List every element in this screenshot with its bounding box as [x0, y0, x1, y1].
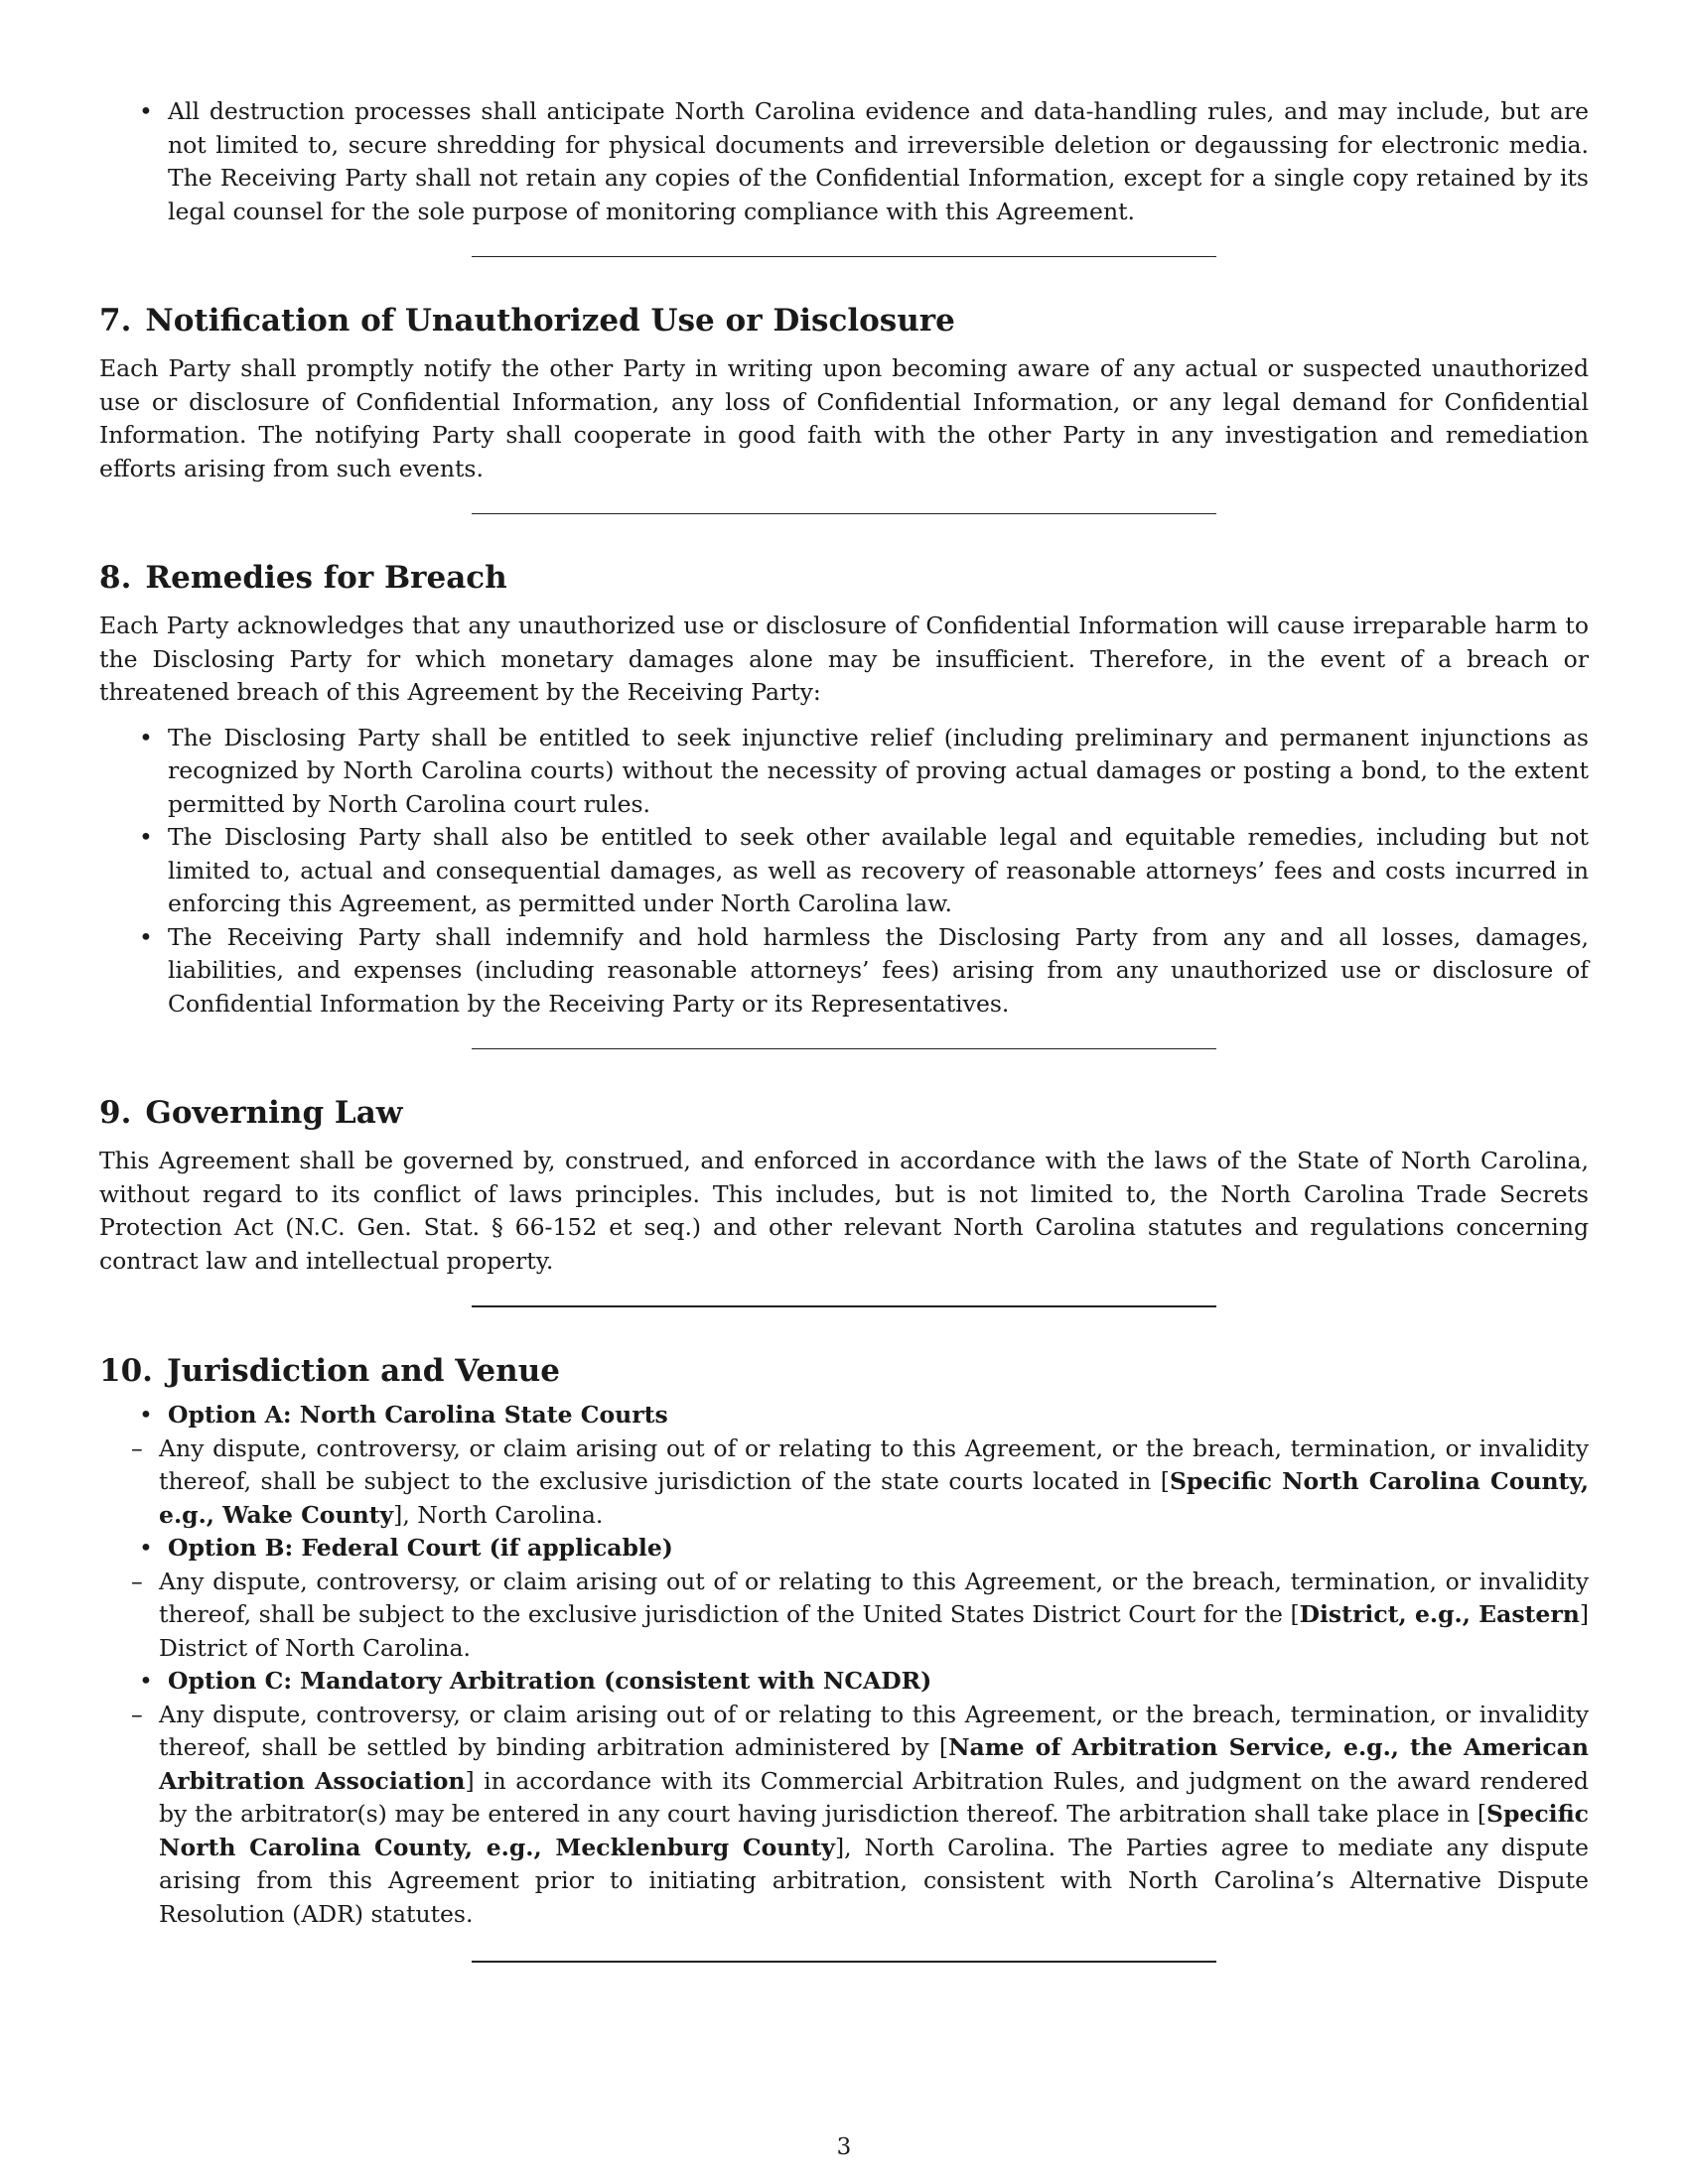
text-run: ] in accordance with its Commercial Arbitration Rules, and judgment on the award rendered by the arbitrator(s) may be entered in any court having jurisdiction thereof. The arbitration shall take place in [	[159, 1766, 1589, 1828]
section-number: 10.	[99, 1353, 153, 1389]
section-7-body: Each Party shall promptly notify the other Party in writing upon becoming aware of any actual or suspected unauthorized use or disclosure of Confidential Information, any loss of Confidential Information, or any legal demand for Confidential Information. The notifying Party shall cooperate in good faith with the other Party in any investigation and remediation efforts arising from such events.	[99, 354, 1589, 482]
section-number: 9.	[99, 1095, 132, 1131]
option-a-sublist	[99, 1433, 1589, 1533]
section-8-body: Each Party acknowledges that any unauthorized use or disclosure of Confidential Information will cause irreparable harm to the Disclosing Party for which monetary damages alone may be insufficient. Therefore, in the event of a breach or threatened breach of this Agreement by the Receiving Party:	[99, 612, 1589, 706]
section-title: Jurisdiction and Venue	[166, 1353, 560, 1389]
placeholder-arbitration-service: Name of Arbitration Service, e.g., the American Arbitration Association	[159, 1733, 1589, 1795]
option-c-sublist	[99, 1699, 1589, 1932]
option-a-item	[99, 1399, 1589, 1532]
text-run: Any dispute, controversy, or claim arising out of or relating to this Agreement, or the breach, termination, or invalidity thereof, shall be settled by binding arbitration administered by [	[159, 1700, 1589, 1761]
remedies-list	[99, 722, 1589, 1022]
list-item: • The Receiving Party shall indemnify and hold harmless the Disclosing Party from any and all losses, damages, liabilities, and expenses (including reasonable attorneys’ fees) arising from any unauthorized use or disclosure of Confidential Information by the Receiving Party or its Representatives.	[99, 921, 1589, 1022]
section-title: Remedies for Breach	[145, 560, 507, 596]
section-number: 7.	[99, 303, 132, 339]
text-run: ] District of North Carolina.	[159, 1600, 1589, 1662]
destruction-bullet: • All destruction processes shall anticipate North Carolina evidence and data-handling rules, and may include, but are not limited to, secure shredding for physical documents and irreversible deletion or degaussing for electronic media. The Receiving Party shall not retain any copies of the Confidential Information, except for a single copy retained by its legal counsel for the sole purpose of monitoring compliance with this Agreement.	[99, 95, 1589, 228]
section-8-heading	[99, 558, 1589, 598]
option-b-item	[99, 1532, 1589, 1665]
destruction-list	[99, 95, 1589, 228]
section-divider	[472, 1048, 1216, 1049]
section-divider	[472, 1961, 1216, 1963]
option-c-text	[99, 1699, 1589, 1932]
list-item: • The Disclosing Party shall be entitled to seek injunctive relief (including preliminary and permanent injunctions as recognized by North Carolina courts) without the necessity of proving actual damages or posting a bond, to the extent permitted by North Carolina court rules.	[99, 722, 1589, 822]
section-number: 8.	[99, 560, 132, 596]
text-run: Any dispute, controversy, or claim arising out of or relating to this Agreement, or the breach, termination, or invalidity thereof, shall be subject to the exclusive jurisdiction of the United States District Court for the [	[159, 1567, 1589, 1628]
option-a-label: Option A: North Carolina State Courts	[168, 1401, 668, 1429]
option-c-label: Option C: Mandatory Arbitration (consistent with NCADR)	[168, 1667, 932, 1695]
document-page	[99, 95, 1589, 1963]
placeholder-county: Specific North Carolina County, e.g., Wake County	[159, 1467, 1589, 1529]
placeholder-county: Specific North Carolina County, e.g., Mecklenburg County	[159, 1800, 1589, 1861]
section-9-heading	[99, 1093, 1589, 1133]
option-b-sublist	[99, 1566, 1589, 1666]
list-item: • The Disclosing Party shall also be entitled to seek other available legal and equitable remedies, including but not limited to, actual and consequential damages, as well as recovery of reasonable attorneys’ fees and costs incurred in enforcing this Agreement, as permitted under North Carolina law.	[99, 821, 1589, 921]
section-title: Governing Law	[145, 1095, 403, 1131]
section-divider	[472, 513, 1216, 514]
section-title: Notification of Unauthorized Use or Disclosure	[145, 303, 955, 339]
option-c-item	[99, 1665, 1589, 1931]
section-9-body: This Agreement shall be governed by, construed, and enforced in accordance with the laws of the State of North Carolina, without regard to its conflict of laws principles. This includes, but is not limited to, the North Carolina Trade Secrets Protection Act (N.C. Gen. Stat. § 66-152 et seq.) and other relevant North Carolina statutes and regulations concerning contract law and intellectual property.	[99, 1147, 1589, 1275]
option-a-text	[99, 1433, 1589, 1533]
option-b-label: Option B: Federal Court (if applicable)	[168, 1534, 673, 1562]
jurisdiction-options-list	[99, 1399, 1589, 1931]
section-10-heading	[99, 1351, 1589, 1391]
section-divider	[472, 256, 1216, 257]
placeholder-district: District, e.g., Eastern	[1299, 1600, 1580, 1628]
text-run: ], North Carolina. The Parties agree to mediate any dispute arising from this Agreement prior to initiating arbitration, consistent with North Carolina’s Alternative Dispute Resolution (ADR) statutes.	[159, 1833, 1589, 1928]
option-b-text	[99, 1566, 1589, 1666]
text-run: Any dispute, controversy, or claim arising out of or relating to this Agreement, or the breach, termination, or invalidity thereof, shall be subject to the exclusive jurisdiction of the state courts located in [	[159, 1433, 1589, 1495]
section-7-heading	[99, 301, 1589, 341]
text-run: ], North Carolina.	[393, 1500, 604, 1529]
page-number: 3	[836, 2134, 852, 2160]
section-divider	[472, 1305, 1216, 1307]
